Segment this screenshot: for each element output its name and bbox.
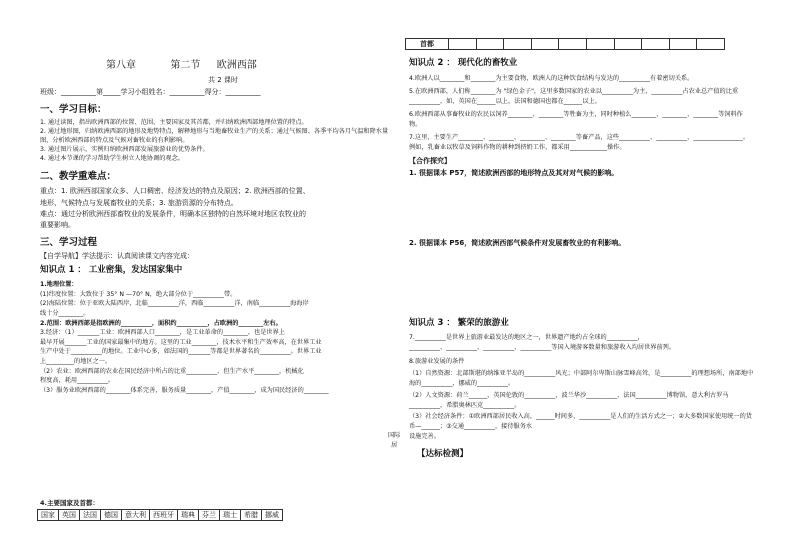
capital-cell: [504, 39, 532, 50]
key-line: 重点：1. 欧洲西部国家众多、人口稠密、经济发达的特点及原因；2. 欧洲西部的位置、: [40, 187, 310, 196]
country-cell: 芬兰: [199, 510, 220, 521]
side-note: 国际: [388, 432, 401, 439]
right-column: [409, 58, 754, 459]
country-cell: 西班牙: [150, 510, 178, 521]
capital-cell: [531, 39, 559, 50]
key-line: 重要影响。: [40, 221, 75, 230]
process-heading: 三、学习过程: [40, 237, 98, 249]
key-line: 地形、气候特点与发展畜牧业的关系；3. 旅游资源的分布特点。: [40, 198, 238, 207]
inquiry-heading: 【合作探究】: [409, 156, 451, 165]
kp1-line: (1)纬度位置：大致位于 35° N —70° N，绝大部分位于__________带。: [40, 290, 237, 298]
kp2-line: 4.欧洲人以________和________为主要食物，欧洲人的这种饮食结构与发达的__________有着密切关系。: [409, 75, 694, 83]
goals-list: [40, 119, 395, 164]
kp1-line: 1.地理位置：: [40, 281, 78, 289]
info-line: 班级：__________第_____学习小组姓名：__________得分：__________: [40, 88, 261, 97]
capital-cell: [586, 39, 614, 50]
kp2-line: 7.这里，主要生产________、________、________、________等畜产品，这些__________、__________、________________。例如，乳畜业以牧草及饲料作物的耕种到挤奶工作，都采用____________操作。: [409, 133, 750, 151]
capital-cell: [697, 39, 725, 50]
country-cell: 意大利: [122, 510, 150, 521]
kp1-line: 3.经济：（1）_______工业：欧洲西部人口________，是工业革命的________，也是世界上: [40, 329, 285, 337]
goals-heading: 一、学习目标：: [40, 103, 107, 115]
goal-item: 4. 通过本节课的学习帮助学生树立人地协调的观念。: [40, 155, 184, 163]
page-title: [106, 60, 395, 72]
country-cell: 瑞士: [220, 510, 241, 521]
kp3-line: __________、__________、__________、__________等国入境游客数量和旅游收入均居世界前列。: [409, 343, 676, 351]
key-points-heading: 二、教学重难点：: [40, 171, 117, 183]
table-heading: 4.主要国家及首都：: [40, 499, 99, 507]
hours-label: 共 2 课时: [208, 76, 238, 84]
country-table: [37, 509, 283, 521]
guide-line: 【自学导航】学法提示：认真阅读课文内容完成：: [40, 251, 194, 260]
kp2-line: 5.在欧洲西部，人们称________为 "绿色金子"，这里多数国家的农业以__________为主，__________占农业总产值的比重__________，如，英国在______以上，法国和德国也都在______以上。: [409, 88, 739, 106]
kp1-line: （2）农业：欧洲西部的农业在国民经济中所占的比重__________，但生产水平________，机械化: [40, 367, 304, 375]
capital-cell: [614, 39, 642, 50]
kp3-line: 设施完善。: [409, 433, 440, 441]
kp3-line: （1）自然资源：北部斯堪的纳维亚半岛的__________风光；中部阿尔卑斯山脉雪峰高耸，是__________的理想场所，南部地中海的__________，挪威的__________。: [409, 369, 754, 387]
kp3-body: [409, 333, 754, 442]
country-cell: 瑞典: [178, 510, 199, 521]
goal-item: 1. 通过读图，指出欧洲西部的位置、范围、主要国家及其首都，并归纳欧洲西部地理位置的特点。: [40, 119, 308, 127]
country-cell: 希腊: [241, 510, 262, 521]
inquiry-q2: 2. 很据课本 P56，简述欧洲西部气候条件对发展畜牧业的有利影响。: [409, 239, 626, 248]
kp1-line: 最早开展_______工业的国家最集中的地方。这里的工业________，技术水平和生产效率高，在世界工业: [40, 338, 322, 346]
kp3-line: （3）社会经济条件：①欧洲西部居民收入高，______时间多，__________是人们的生活方式之一；②大多数国家使用统一的货币—______；③交通__________，接待服务水: [409, 413, 752, 431]
kp1-line: （3）服务业欧洲西部的________体系完善，服务质量________，产值________，成为国民经济的________: [40, 386, 329, 394]
title-label: 欧洲西部: [216, 60, 257, 71]
kp2-body: [409, 74, 754, 152]
chapter-label: 第八章: [106, 60, 136, 71]
kp1-line: 线十分________。: [40, 310, 90, 318]
goal-item: 3. 通过图片展示，实例归纳欧洲西部发展旅游业的优势条件。: [40, 146, 209, 154]
capital-cell: [559, 39, 587, 50]
country-cell: 英国: [59, 510, 80, 521]
inquiry-q1: 1. 很据课本 P57，简述欧洲西部的地形特点及其对对气候的影响。: [409, 169, 619, 178]
kp3-line: 7.__________是世界上旅游业最发达的地区之一，世界遗产地约占全球的__________，: [409, 334, 644, 341]
country-table-label: 国家: [38, 510, 59, 521]
section-label: 第二节: [170, 60, 201, 71]
check-heading: 【达标检测】: [417, 449, 469, 460]
country-cell: 法国: [80, 510, 101, 521]
kp2-line: 6.欧洲西部从事畜牧业的农民以饲养________、________等牲畜为主，同时种植么________、________、________等饲料作物。: [409, 110, 743, 128]
country-cell: 挪威: [262, 510, 283, 521]
capital-cell: [669, 39, 697, 50]
kp1-line: 程度高，耗用__________。: [40, 377, 115, 385]
kp1-title: 知识点 1 ： 工业密集，发达国家集中: [40, 265, 183, 276]
capital-cell: [642, 39, 670, 50]
kp3-title: 知识点 3 ： 繁荣的旅游业: [409, 317, 509, 328]
kp1-body: [40, 280, 395, 395]
kp1-line: (2)海陆位置：位于亚欧大陆西岸，北临__________洋，西临__________洋，南临__________海海岸: [40, 300, 309, 308]
key-points: [40, 186, 395, 231]
capital-table: [405, 38, 725, 50]
kp2-title: 知识点 2 ： 现代化的畜牧业: [409, 58, 518, 68]
goal-item: 2. 通过地形图，归纳欧洲西部的地形及地势特点，解释地形与当地畜牧业生产的关系；通过气候图、各季平均各月气温和降水量图，分析欧洲西部的特点及气候对畜牧业的有利影响。: [40, 128, 389, 145]
kp1-line: 上_________的地区之一。: [40, 358, 112, 366]
kp1-line: 2.范围：欧洲西部是指欧洲的__________，面积约__________，占欧洲的________左右。: [40, 319, 282, 327]
key-line: 难点：通过分析欧洲西部畜牧业的发展条件，明确本区独特的自然环境对地区农牧业的: [40, 209, 306, 218]
side-note: 居: [391, 442, 398, 449]
capital-table-label: 首都: [406, 39, 449, 50]
kp1-line: 生产中处于__________的地位。工业中心多，如法国的_______等都是世界著名的__________。世界工业: [40, 348, 322, 356]
left-column: [40, 60, 395, 396]
kp3-line: 8.旅游业发展的条件: [409, 357, 465, 365]
country-cell: 德国: [101, 510, 122, 521]
capital-cell: [476, 39, 504, 50]
kp3-line: （2）人文资源：荷兰______，英国伦敦的__________，波兰华沙__________，法国__________博物馆，意大利古罗马__________，希腊奥林匹克__________。: [409, 391, 729, 409]
capital-cell: [449, 39, 477, 50]
